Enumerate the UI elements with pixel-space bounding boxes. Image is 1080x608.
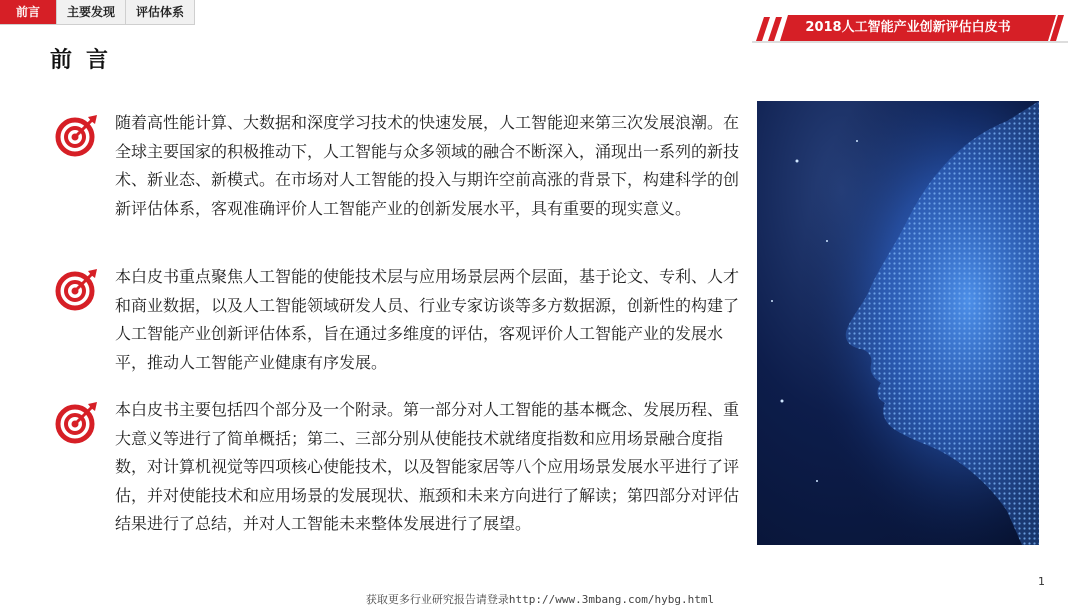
paragraph-text: 随着高性能计算、大数据和深度学习技术的快速发展，人工智能迎来第三次发展浪潮。在全球主要国家的积极推动下，人工智能与众多领域的融合不断深入，涌现出一系列的新技术、新业态、新模式。在市场对人工智能的投入与期许空前高涨的背景下，构建科学的创新评估体系，客观准确评价人工智能产业的创新发展水平，具有重要的现实意义。	[115, 113, 740, 218]
paragraph-text: 本白皮书重点聚焦人工智能的使能技术层与应用场景层两个层面，基于论文、专利、人才和商业数据，以及人工智能领域研发人员、行业专家访谈等多方数据源，创新性的构建了人工智能产业创新评估体系，旨在通过多维度的评估，客观评价人工智能产业的发展水平，推动人工智能产业健康有序发展。	[115, 267, 740, 372]
section-tabs	[0, 0, 195, 24]
page-number: 1	[1038, 575, 1045, 588]
digital-face-illustration	[757, 101, 1039, 545]
tab-main-findings[interactable]: 主要发现	[57, 0, 126, 25]
tab-preface[interactable]: 前言	[0, 0, 57, 25]
tab-evaluation-system[interactable]: 评估体系	[126, 0, 195, 25]
footer-link-text: 获取更多行业研究报告请登录http://www.3mbang.com/hybg.html	[365, 593, 715, 606]
preface-paragraph	[55, 263, 745, 377]
ai-face-image	[757, 101, 1039, 545]
target-icon	[55, 113, 99, 157]
preface-paragraph	[55, 109, 745, 223]
paragraph-text: 本白皮书主要包括四个部分及一个附录。第一部分对人工智能的基本概念、发展历程、重大意义等进行了简单概括；第二、三部分别从使能技术就绪度指数和应用场景融合度指数，对计算机视觉等四项核心使能技术，以及智能家居等八个应用场景发展水平进行了评估，并对使能技术和应用场景的发展现状、瓶颈和未来方向进行了解读；第四部分对评估结果进行了总结，并对人工智能未来整体发展进行了展望。	[115, 400, 740, 533]
preface-paragraph	[55, 396, 745, 539]
target-icon	[55, 400, 99, 444]
page-title: 前言	[50, 48, 123, 73]
report-title: 2018人工智能产业创新评估白皮书	[805, 20, 1011, 35]
target-icon	[55, 267, 99, 311]
report-banner	[752, 13, 1068, 43]
